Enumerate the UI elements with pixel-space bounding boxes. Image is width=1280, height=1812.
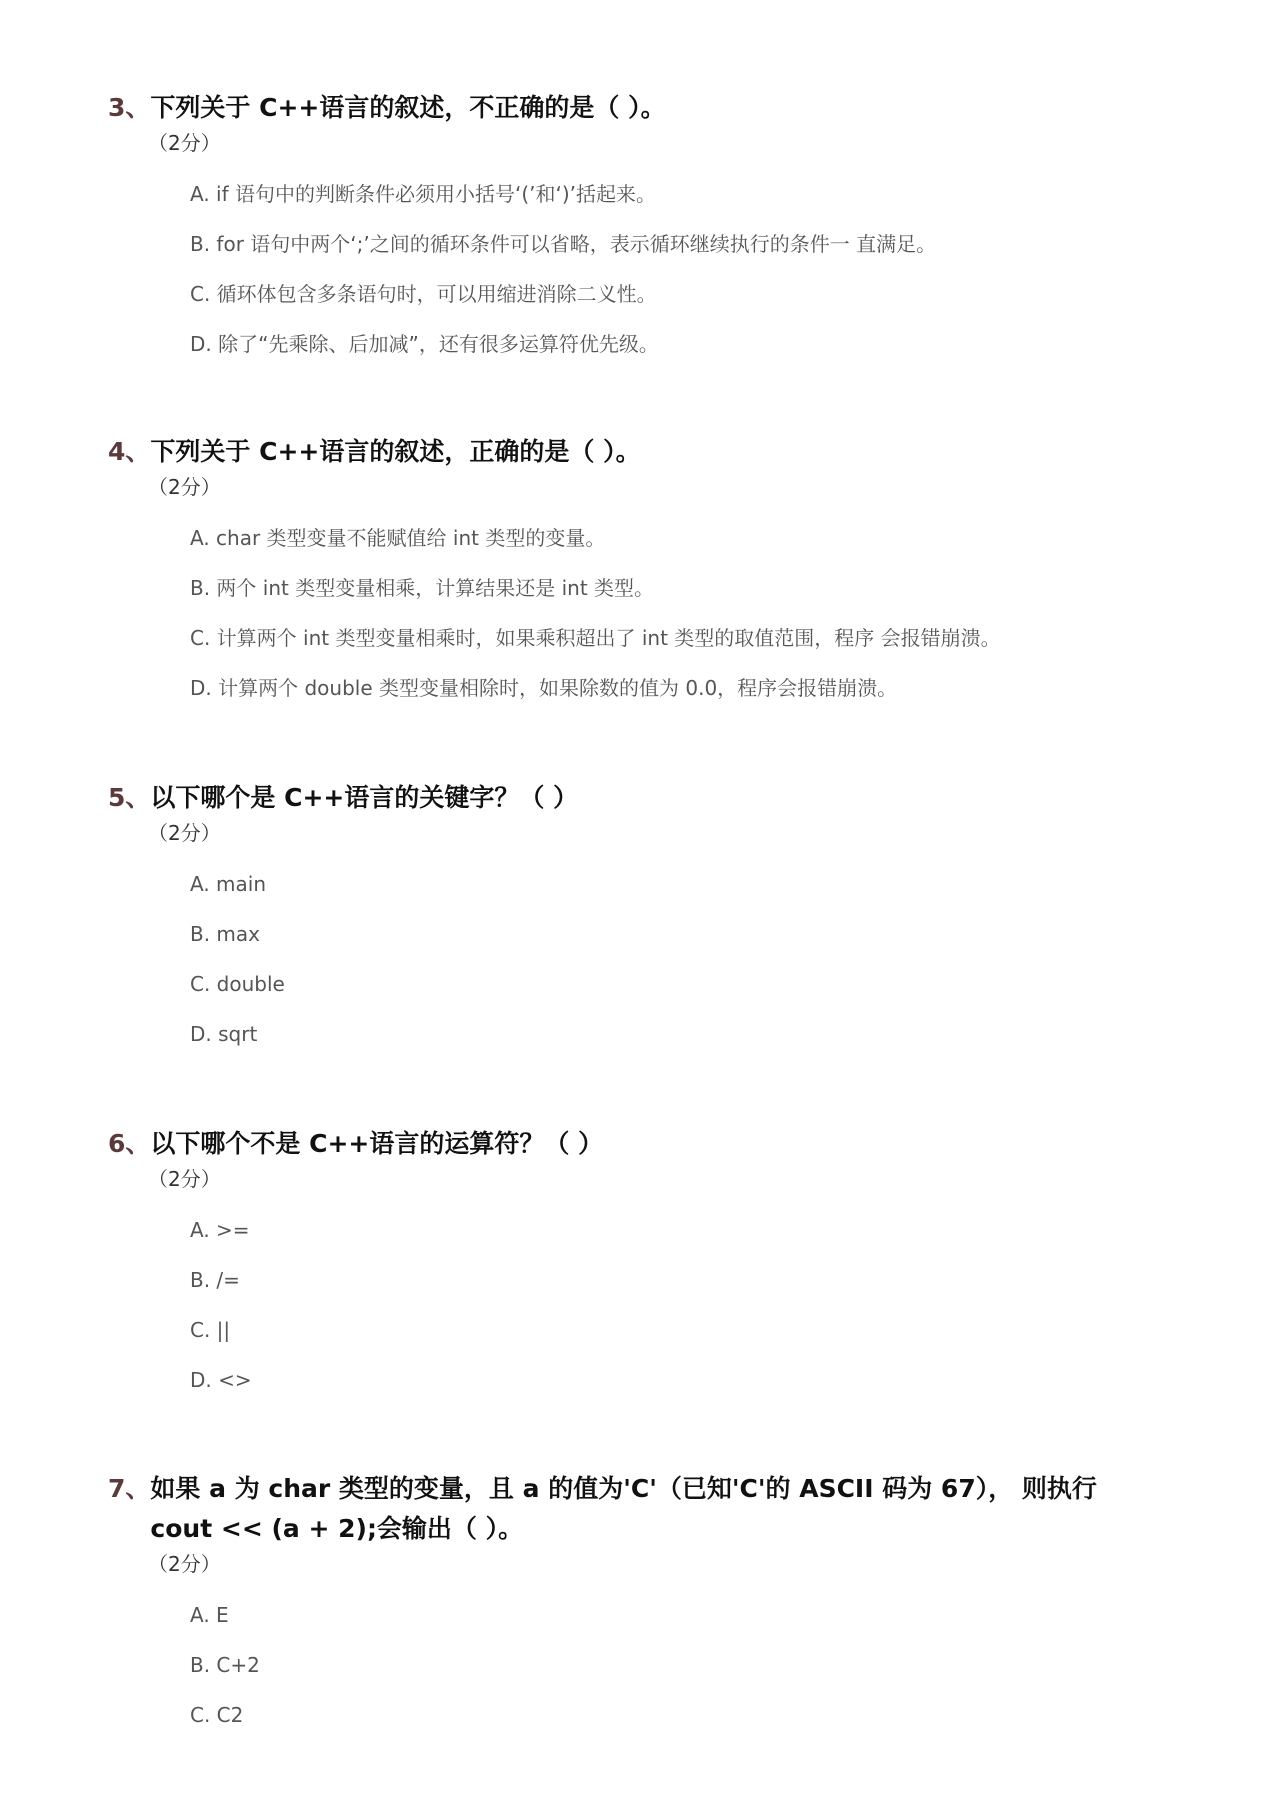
question-title — [108, 88, 1168, 128]
option-text: 循环体包含多条语句时，可以用缩进消除二义性。 — [210, 282, 657, 306]
option-letter: A. — [190, 526, 210, 550]
question-score: （2分） — [148, 475, 221, 499]
option-text: E — [209, 1603, 229, 1627]
option-letter: C. — [190, 626, 211, 650]
question-separator: 、 — [125, 437, 151, 466]
question-separator: 、 — [125, 1474, 151, 1503]
option-letter: B. — [190, 1268, 211, 1292]
question-text: 如果 a 为 char 类型的变量，且 a 的值为'C'（已知'C'的 ASCII 码为 67）， 则执行 cout << (a + 2);会输出（ ）。 — [150, 1474, 1097, 1543]
option-letter: B. — [190, 576, 211, 600]
option-b — [190, 920, 1168, 948]
option-letter: A. — [190, 1218, 210, 1242]
option-letter: B. — [190, 922, 211, 946]
question-separator: 、 — [125, 783, 151, 812]
option-text: sqrt — [211, 1022, 258, 1046]
question-number: 7 — [108, 1474, 126, 1503]
options-list — [190, 870, 1168, 1048]
option-letter: B. — [190, 232, 211, 256]
question-title — [108, 778, 1168, 818]
question-text: 以下哪个不是 C++语言的运算符？（ ） — [150, 1129, 604, 1158]
option-letter: B. — [190, 1653, 211, 1677]
option-text: <> — [211, 1368, 252, 1392]
option-letter: A. — [190, 182, 210, 206]
option-d — [190, 1020, 1168, 1048]
option-text: for 语句中两个‘;’之间的循环条件可以省略，表示循环继续执行的条件一 直满足。 — [210, 232, 937, 256]
option-b — [190, 1266, 1168, 1294]
question-title — [108, 432, 1168, 472]
option-c — [190, 1316, 1168, 1344]
option-text: || — [210, 1318, 231, 1342]
option-letter: C. — [190, 972, 211, 996]
option-text: 计算两个 int 类型变量相乘时，如果乘积超出了 int 类型的取值范围，程序 会报错崩溃。 — [210, 626, 1001, 650]
question-5 — [108, 778, 1168, 1070]
question-separator: 、 — [125, 93, 151, 122]
question-score: （2分） — [148, 1552, 221, 1576]
question-number: 5 — [108, 783, 126, 812]
option-a — [190, 1216, 1168, 1244]
options-list — [190, 524, 1168, 702]
question-score: （2分） — [148, 821, 221, 845]
option-text: C+2 — [210, 1653, 260, 1677]
options-list — [190, 1601, 1118, 1729]
option-text: /= — [210, 1268, 240, 1292]
option-a — [190, 1601, 1118, 1629]
option-letter: D. — [190, 676, 212, 700]
option-text: main — [209, 872, 267, 896]
option-d — [190, 674, 1168, 702]
question-number: 6 — [108, 1129, 126, 1158]
question-number: 4 — [108, 437, 126, 466]
question-text: 以下哪个是 C++语言的关键字？（ ） — [150, 783, 579, 812]
option-letter: C. — [190, 1318, 211, 1342]
question-6 — [108, 1124, 1168, 1416]
option-letter: D. — [190, 1368, 212, 1392]
option-letter: A. — [190, 872, 210, 896]
option-letter: C. — [190, 1703, 211, 1727]
question-3 — [108, 88, 1168, 380]
option-letter: D. — [190, 1022, 212, 1046]
question-score: （2分） — [148, 1167, 221, 1191]
option-text: 计算两个 double 类型变量相除时，如果除数的值为 0.0，程序会报错崩溃。 — [211, 676, 898, 700]
question-4 — [108, 432, 1168, 724]
question-separator: 、 — [125, 1129, 151, 1158]
option-text: max — [210, 922, 261, 946]
option-c — [190, 970, 1168, 998]
option-text: double — [210, 972, 285, 996]
option-letter: A. — [190, 1603, 210, 1627]
question-7 — [108, 1469, 1118, 1751]
options-list — [190, 1216, 1168, 1394]
option-text: C2 — [210, 1703, 244, 1727]
option-a — [190, 870, 1168, 898]
option-letter: D. — [190, 332, 212, 356]
question-number: 3 — [108, 93, 126, 122]
option-b — [190, 230, 1168, 258]
option-d — [190, 1366, 1168, 1394]
question-text: 下列关于 C++语言的叙述，不正确的是（ ）。 — [150, 93, 666, 122]
option-a — [190, 180, 1168, 208]
option-d — [190, 330, 1168, 358]
option-c — [190, 280, 1168, 308]
option-b — [190, 1651, 1118, 1679]
option-text: 两个 int 类型变量相乘，计算结果还是 int 类型。 — [210, 576, 655, 600]
option-text: char 类型变量不能赋值给 int 类型的变量。 — [209, 526, 606, 550]
question-title — [108, 1124, 1168, 1164]
question-score: （2分） — [148, 131, 221, 155]
options-list — [190, 180, 1168, 358]
option-text: >= — [209, 1218, 250, 1242]
option-b — [190, 574, 1168, 602]
question-text: 下列关于 C++语言的叙述，正确的是（ ）。 — [150, 437, 641, 466]
option-c — [190, 1701, 1118, 1729]
option-letter: C. — [190, 282, 211, 306]
option-text: if 语句中的判断条件必须用小括号‘(’和‘)’括起来。 — [209, 182, 657, 206]
option-text: 除了“先乘除、后加减”，还有很多运算符优先级。 — [211, 332, 659, 356]
question-title — [108, 1469, 1118, 1549]
option-c — [190, 624, 1168, 652]
option-a — [190, 524, 1168, 552]
